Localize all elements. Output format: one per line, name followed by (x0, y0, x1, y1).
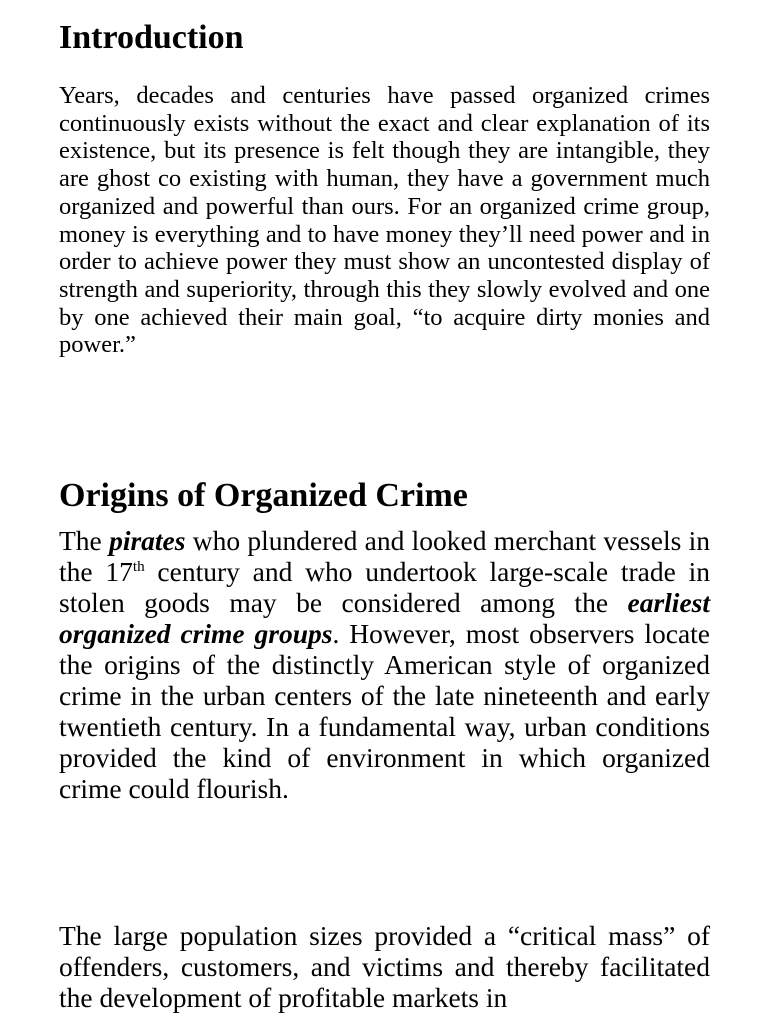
ordinal-superscript: th (132, 558, 145, 575)
origins-heading: Origins of Organized Crime (59, 477, 468, 514)
origins-text-a: who plundered and looked merchant vessels in the 17 (59, 525, 710, 587)
origins-text-c: . However, most observers locate the origins of the distinctly American style of organized crime in the urban centers of the late nineteenth and early twentieth century. In a fundamental way, urban conditions provided the kind of environment in which organized crime could flourish. (59, 618, 711, 804)
introduction-paragraph: Years, decades and centuries have passed organized crimes continuously exists without the exact and clear explanation of its existence, but its presence is felt though they are intangible, they are ghost co existing with human, they have a government much organized and powerful than ours. For an organized crime group, money is everything and to have money they’ll need power and in order to achieve power they must show an uncontested display of strength and superiority, through this they slowly evolved and one by one achieved their main goal, “to acquire dirty monies and power.” (59, 82, 710, 359)
population-paragraph: The large population sizes provided a “critical mass” of offenders, customers, and victims and thereby facilitated the development of profitable markets in (59, 920, 710, 1013)
pirates-emphasis: pirates (109, 525, 186, 556)
origins-text-lead: The (59, 525, 110, 556)
earliest-groups-emphasis: earliest organized crime groups (59, 587, 710, 649)
origins-paragraph (59, 525, 710, 804)
introduction-heading: Introduction (59, 19, 244, 56)
origins-text-b: century and who undertook large-scale trade in stolen goods may be considered among the (59, 556, 710, 618)
